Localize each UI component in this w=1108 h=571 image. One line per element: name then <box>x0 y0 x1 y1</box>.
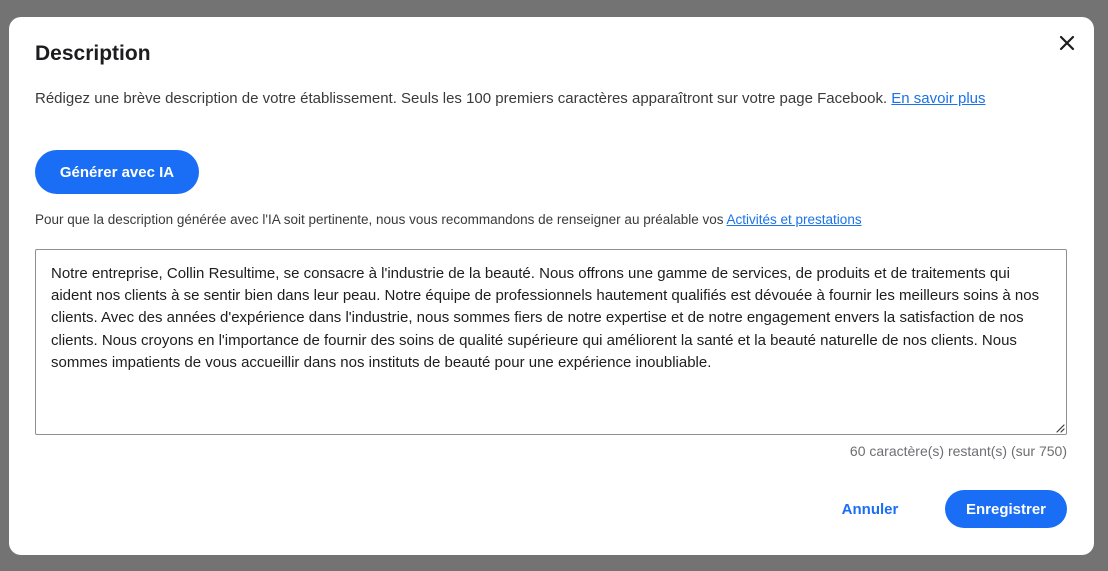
learn-more-link[interactable]: En savoir plus <box>891 90 986 107</box>
modal-title: Description <box>35 42 151 65</box>
description-textarea[interactable] <box>35 249 1067 435</box>
activities-link[interactable]: Activités et prestations <box>726 212 862 227</box>
description-textarea-value[interactable]: Notre entreprise, Collin Resultime, se consacre à l'industrie de la beauté. Nous offrons une gamme de services, de produits et de traitements qui aident nos clients à se sentir bien dans leur peau. Notre équipe de professionnels hautement qualifiés est dévouée à fournir les meilleurs soins à nos clients. Avec des années d'expérience dans l'industrie, nous sommes fiers de notre expertise et de notre engagement envers la satisfaction de nos clients. Nous croyons en l'importance de fournir des soins de qualité supérieure qui améliorent la santé et la beauté naturelle de nos clients. Nous sommes impatients de vous accueillir dans nos instituts de beauté pour une expérience inoubliable. <box>51 265 1040 371</box>
generate-ai-button[interactable]: Générer avec IA <box>35 150 199 194</box>
description-modal <box>9 17 1094 555</box>
cancel-button[interactable]: Annuler <box>827 490 913 528</box>
resize-handle-icon[interactable] <box>1055 423 1065 433</box>
intro-text-body: Rédigez une brève description de votre établissement. Seuls les 100 premiers caractères apparaîtront sur votre page Facebook. <box>35 90 892 107</box>
ai-hint-text <box>35 210 862 230</box>
character-counter: 60 caractère(s) restant(s) (sur 750) <box>849 443 1067 459</box>
close-button[interactable] <box>1055 31 1079 55</box>
ai-hint-body: Pour que la description générée avec l'IA soit pertinente, nous vous recommandons de renseigner au préalable vos <box>35 212 727 227</box>
save-button[interactable]: Enregistrer <box>945 490 1067 528</box>
close-icon <box>1059 35 1075 51</box>
intro-text <box>35 88 1045 110</box>
